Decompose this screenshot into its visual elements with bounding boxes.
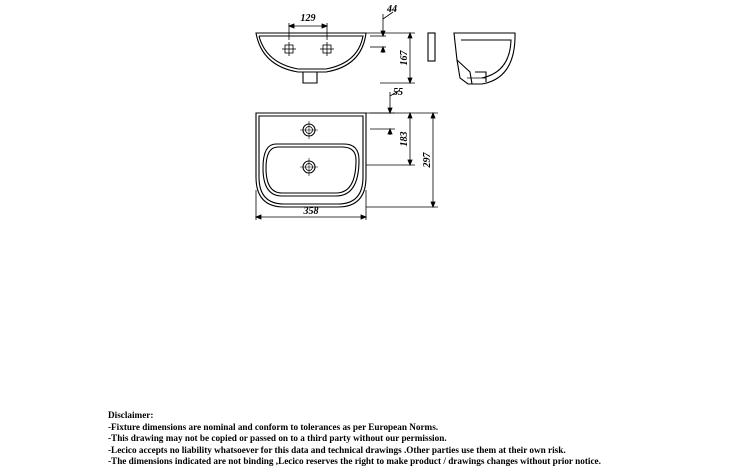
label-projection: 297 [422, 152, 433, 168]
tap-hole-right-marker [320, 42, 334, 56]
plan-view [256, 90, 438, 220]
side-elevation-view [428, 33, 515, 84]
tap-hole-left-marker [282, 42, 296, 56]
dimension-side-depth [370, 12, 393, 53]
front-elevation-view [256, 12, 415, 83]
disclaimer-line: -Lecico accepts no liability whatsoever for this data and technical drawings .Other parties use them at their own risk. [108, 444, 566, 455]
dimension-tap-hole-spacing [289, 23, 327, 40]
label-side-depth: 44 [387, 4, 397, 15]
label-front-height: 167 [399, 50, 410, 66]
disclaimer-title: Disclaimer: [108, 410, 154, 420]
disclaimer-line: -The dimensions indicated are not binding ,Lecico reserves the right to make product / drawings changes without prior notice. [108, 456, 601, 467]
disclaimer-line: -Fixture dimensions are nominal and conform to tolerances as per European Norms. [108, 421, 439, 432]
label-width: 358 [303, 206, 319, 217]
disclaimer-block [108, 410, 728, 468]
disclaimer-line: -This drawing may not be copied or passed on to a third party without our permission. [108, 433, 447, 444]
label-tap-hole-offset: 55 [393, 87, 403, 98]
label-tap-hole-spacing: 129 [300, 13, 316, 24]
label-bowl-depth: 183 [399, 131, 410, 147]
